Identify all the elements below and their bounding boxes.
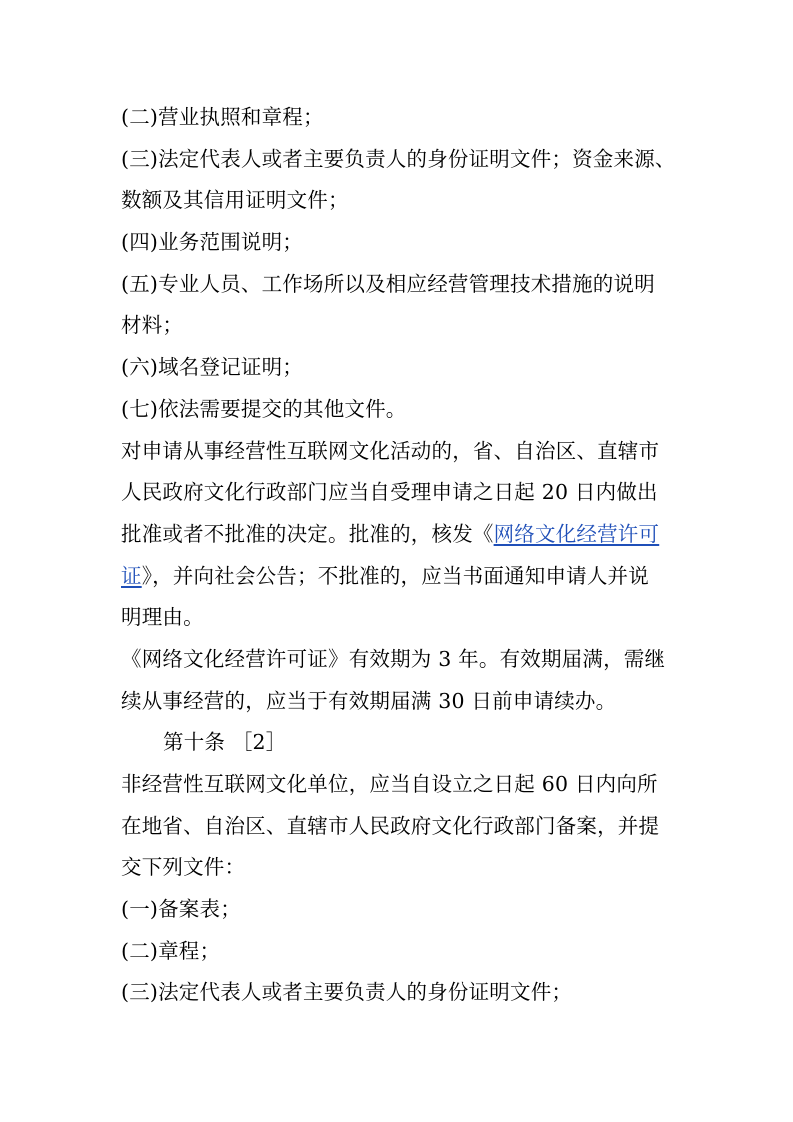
text-line: (五)专业人员、工作场所以及相应经营管理技术措施的说明 <box>121 271 655 296</box>
text-line: 人民政府文化行政部门应当自受理申请之日起 20 日内做出 <box>121 480 658 505</box>
text-line: (一)备案表； <box>121 897 241 922</box>
article-heading: 第十条 ［2］ <box>163 730 287 755</box>
text-line: (六)域名登记证明； <box>121 355 303 380</box>
text-line: 续从事经营的，应当于有效期届满 30 日前申请续办。 <box>121 688 617 713</box>
text-line: (四)业务范围说明； <box>121 230 303 255</box>
text-line-with-link <box>121 556 681 598</box>
license-link-continuation[interactable]: 证 <box>121 563 142 588</box>
text-line: 《网络文化经营许可证》有效期为 3 年。有效期届满，需继 <box>121 646 666 671</box>
text-line: (二)营业执照和章程； <box>121 105 324 129</box>
text-line: (三)法定代表人或者主要负责人的身份证明文件；资金来源、 <box>121 146 676 171</box>
text-segment: 》，并向社会公告；不批准的，应当书面通知申请人并说 <box>141 563 649 588</box>
text-segment: 批准或者不批准的决定。批准的，核发《 <box>121 521 494 546</box>
text-line: 在地省、自治区、直辖市人民政府文化行政部门备案，并提 <box>121 813 660 838</box>
text-line: 明理由。 <box>121 605 204 630</box>
text-line: (二)章程； <box>121 938 221 963</box>
text-line: 材料； <box>121 313 184 338</box>
text-line: 非经营性互联网文化单位，应当自设立之日起 60 日内向所 <box>121 772 658 796</box>
text-line: (三)法定代表人或者主要负责人的身份证明文件； <box>121 980 573 1005</box>
text-line-with-link <box>121 514 681 556</box>
text-line: 对申请从事经营性互联网文化活动的，省、自治区、直辖市 <box>121 438 660 463</box>
text-line: 交下列文件： <box>121 855 246 880</box>
document-body <box>121 97 681 1014</box>
text-line: (七)依法需要提交的其他文件。 <box>121 396 407 421</box>
license-link[interactable]: 网络文化经营许可 <box>493 521 660 546</box>
text-line: 数额及其信用证明文件； <box>121 188 349 213</box>
